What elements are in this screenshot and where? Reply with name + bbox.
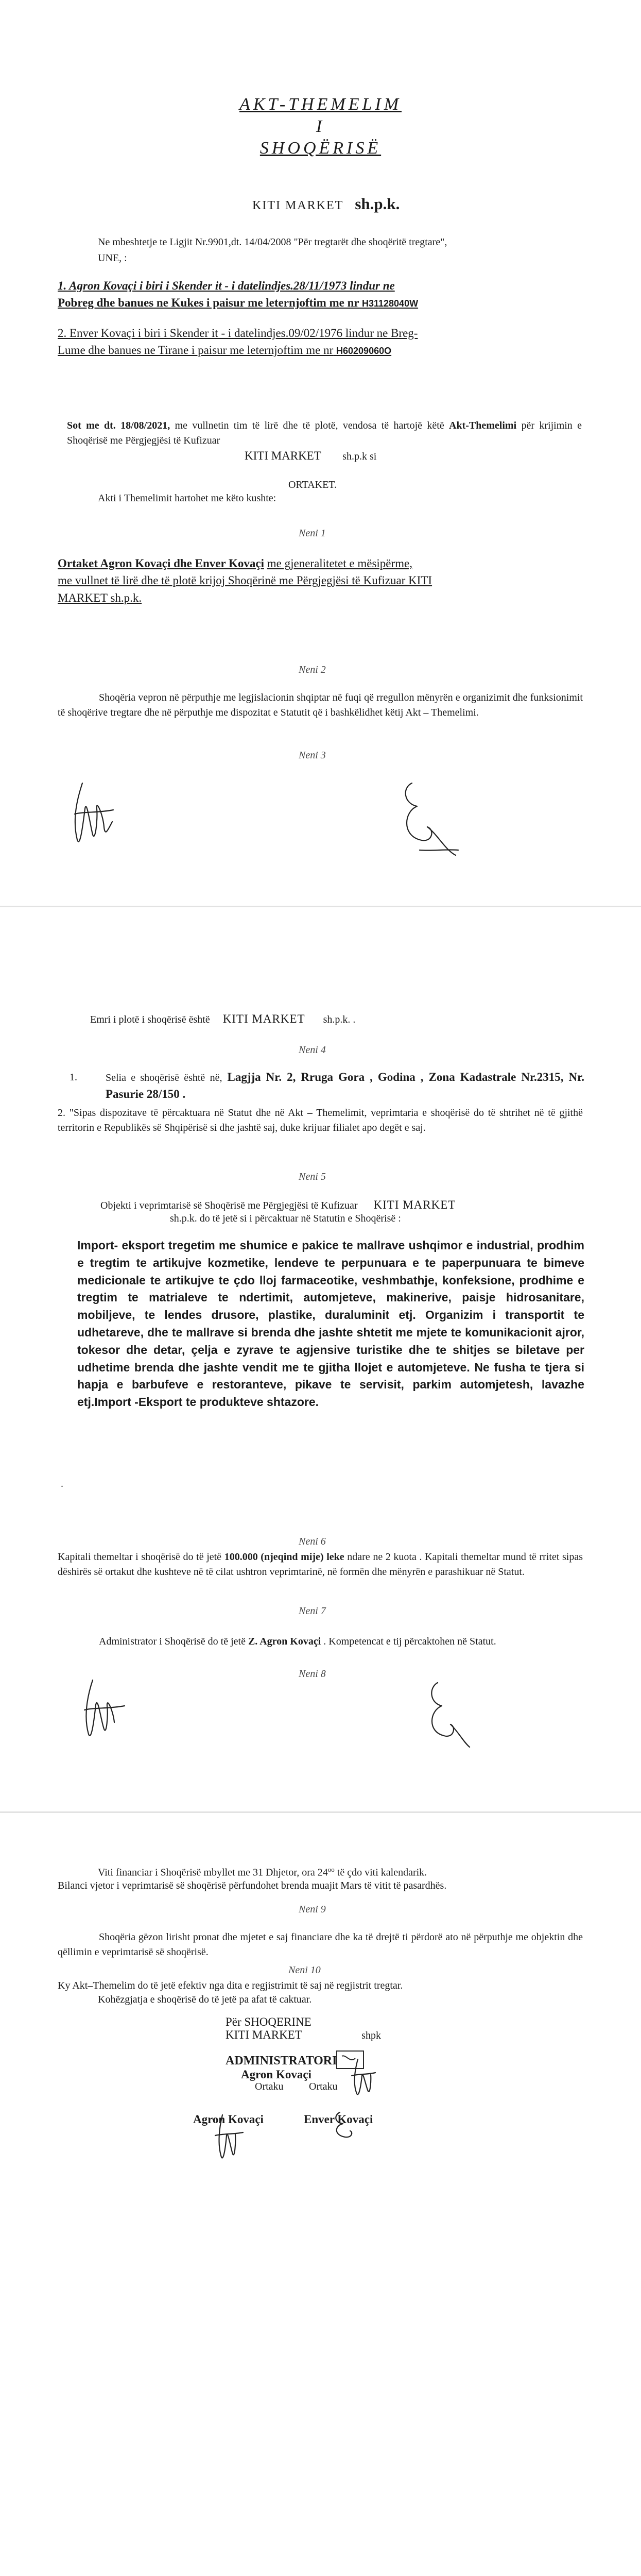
- decision-text: me vullnetin tim të lirë dhe të plotë, vendosa të hartojë këtë: [175, 420, 444, 431]
- partner-2-name: Enver Kovaçi: [304, 2113, 373, 2126]
- page-3: [0, 1813, 641, 2576]
- administrator-label: ADMINISTRATORI: [226, 2054, 337, 2067]
- signature-agron-2-icon: [77, 1675, 134, 1747]
- branches-text: 2. "Sipas dispozitave të përcaktuara në Statut dhe në Akt – Themelimit, veprimtaria e shoqërisë do të shtrihet në të gjithë territorin e Republikës së Shqipërisë si dhe jashtë saj, duke krijuar filialet apo degët e saj.: [58, 1107, 583, 1133]
- capital-text-b: ndare ne 2 kuota . Kapitali themeltar mund të rritet sipas dëshirës së ortakut dhe kushteve në të cilat ushtron veprimtarinë, në formën dhe mënyrën e parashikuar në Statut.: [58, 1551, 583, 1578]
- seat-number: 1.: [70, 1072, 77, 1083]
- object-description: Import- eksport tregetim me shumice e pakice te mallrave ushqimor e industrial, prodhim e tregtim te artikujve kozmetike, lendeve te perpunuara e te paperpunuara te bimeve medicionale te artikujve te çdo lloj farmaceotike, veshmbathje, konfeksione, prodhime e tregtim te matrialeve te ndertimit, automjeteve, makinerive, paisje hidrosanitare, mobiljeve, te lendes drusore, plastike, duraluminit etj. Organizim i transportit te udhetareve, dhe te mallrave si brenda dhe jashte shtetit me mjete te komunikacionit ajror, tokesor dhe detar, çelja e zyrave te agjensive turistike dhe te shitjes se biletave per udhetime brenda dhe jashte vendit me te gjitha llojet e automjeteve. Ne fusha te tjera si hapja e barbufeve e restoranteve, pikave te servisit, parkim automjetesh, lavazhe etj.Import -Eksport te produkteve shtazore.: [77, 1239, 584, 1409]
- document-title: [0, 94, 641, 160]
- fullname-line: [90, 1012, 355, 1026]
- signature-partner-1-icon: [211, 2112, 247, 2163]
- une-label: UNE, :: [98, 252, 127, 264]
- neni-3: Neni 3: [299, 750, 326, 761]
- founder-1-id: H31128040W: [361, 298, 419, 309]
- partner-label-1: Ortaku: [255, 2081, 284, 2092]
- founder-1-line-2-text: Pobreg dhe banues ne Kukes i paisur me leternjoftim me nr: [58, 296, 359, 310]
- effect-text: Ky Akt–Themelim do të jetë efektiv nga dita e regjistrimit të saj në regjistrit tregtar.: [58, 1980, 403, 1991]
- admin-text-b: . Kompetencat e tij përcaktohen në Statut.: [323, 1636, 496, 1647]
- founder-1: [58, 277, 583, 312]
- neni-1-line-1: [58, 555, 583, 572]
- stray-dot: .: [61, 1478, 63, 1489]
- page-1: [0, 0, 641, 906]
- founder-2: [58, 325, 588, 359]
- for-company: Për SHOQERINE: [226, 2015, 311, 2028]
- object-label: Objekti i veprimtarisë së Shoqërisë me Përgjegjësi të Kufizuar: [100, 1200, 358, 1211]
- page-2: [0, 907, 641, 1811]
- decision-text-2: për krijimin e Shoqërisë me Përgjegjësi të Kufizuar: [67, 420, 582, 446]
- founder-2-line-2-text: Lume dhe banues ne Tirane i paisur me leternjoftim me nr: [58, 344, 334, 357]
- neni-5: Neni 5: [299, 1171, 326, 1182]
- neni-2: Neni 2: [299, 664, 326, 675]
- object-company: KITI MARKET: [373, 1198, 456, 1211]
- fullname-company: KITI MARKET: [222, 1012, 305, 1025]
- seat-paragraph: [106, 1069, 584, 1103]
- company-heading-name: KITI MARKET: [252, 199, 344, 212]
- legal-basis: Ne mbeshtetje te Ligjit Nr.9901,dt. 14/04/2008 "Për tregtarët dhe shoqëritë tregtare",: [98, 236, 447, 248]
- founder-2-line-1: 2. Enver Kovaçi i biri i Skender it - i datelindjes.09/02/1976 lindur ne Breg-: [58, 327, 418, 340]
- decision-company: [245, 449, 376, 463]
- fiscal-text-b: të çdo viti kalendarik.: [337, 1867, 427, 1878]
- decision-paragraph: [67, 418, 582, 448]
- neni-6: Neni 6: [299, 1536, 326, 1547]
- title-line-1: AKT-THEMELIM: [239, 95, 402, 114]
- sign-company-line: [226, 2028, 442, 2042]
- sign-company: KITI MARKET: [226, 2028, 302, 2041]
- founder-2-line-2: [58, 342, 588, 359]
- decision-date: Sot me dt. 18/08/2021,: [67, 420, 170, 431]
- balance-text: Bilanci vjetor i veprimtarisë së shoqërisë përfundohet brenda muajit Mars të vitit të pasardhës.: [58, 1880, 447, 1891]
- founder-1-line-2: [58, 294, 583, 311]
- fullname-label: Emri i plotë i shoqërisë është: [90, 1014, 210, 1025]
- founder-1-line-1: 1. Agron Kovaçi i biri i Skender it - i datelindjes.28/11/1973 lindur ne: [58, 279, 395, 292]
- signature-enver-2-icon: [422, 1675, 474, 1752]
- neni-1-line-2: me vullnet të lirë dhe të plotë krijoj Shoqërinë me Përgjegjësi të Kufizuar KITI: [58, 574, 432, 587]
- duration-text: Kohëzgjatja e shoqërisë do të jetë pa afat të caktuar.: [98, 1994, 312, 2005]
- neni-7: Neni 7: [299, 1605, 326, 1617]
- partner-1-name: Agron Kovaçi: [193, 2113, 264, 2126]
- object-line-2: sh.p.k. do të jetë si i përcaktuar në Statutin e Shoqërisë :: [170, 1213, 401, 1224]
- admin-text-a: Administrator i Shoqërisë do të jetë: [99, 1636, 246, 1647]
- admin-name: Z. Agron Kovaçi: [248, 1636, 321, 1647]
- neni-1-text: [58, 555, 583, 606]
- founder-2-id: H60209060O: [336, 346, 392, 357]
- ortaket-label: ORTAKET.: [288, 479, 337, 490]
- company-heading: [252, 195, 400, 213]
- neni-2-text: Shoqëria vepron në përputhje me legjislacionin shqiptar në fuqi që rregullon mënyrën e organizimit dhe funksionimit të shoqërive tregtare dhe në përputhje me dispozitat e Statutit që i bashkëlidhet këtij Akt – Themelimi.: [58, 692, 583, 718]
- admin-paragraph: [58, 1634, 583, 1649]
- neni-1: Neni 1: [299, 528, 326, 539]
- decision-company-type: sh.p.k si: [342, 451, 377, 462]
- neni-1-line-1-a: Ortaket Agron Kovaçi dhe Enver Kovaçi: [58, 557, 264, 570]
- fiscal-text-a: Viti financiar i Shoqërisë mbyllet me 31 Dhjetor, ora 24: [98, 1867, 328, 1878]
- signature-agron-icon: [67, 778, 124, 855]
- neni-4: Neni 4: [299, 1044, 326, 1056]
- title-line-2: I: [316, 116, 325, 136]
- title-line-3: SHOQËRISË: [259, 139, 382, 158]
- signature-enver-icon: [396, 773, 463, 860]
- neni-9-text: Shoqëria gëzon lirisht pronat dhe mjetet e saj financiare dhe ka të drejtë ti përdorë ato në përputhje me objektin dhe qëllimin e veprimtarisë së shoqërisë.: [58, 1931, 583, 1958]
- neni-9: Neni 9: [299, 1904, 326, 1915]
- administrator-name: Agron Kovaçi: [241, 2068, 311, 2081]
- neni-1-line-3: MARKET sh.p.k.: [58, 591, 142, 604]
- fiscal-sup: oo: [327, 1866, 335, 1873]
- neni-10: Neni 10: [288, 1964, 321, 1976]
- signature-partner-2-icon: [330, 2109, 366, 2140]
- seat-address: Lagjja Nr. 2, Rruga Gora , Godina , Zona Kadastrale Nr.2315, Nr. Pasurie 28/150 .: [106, 1071, 585, 1101]
- neni-1-line-1-b: me gjeneralitetet e mësipërme,: [267, 557, 413, 570]
- neni-8: Neni 8: [299, 1668, 326, 1680]
- capital-paragraph: [58, 1550, 583, 1580]
- fullname-type: sh.p.k. .: [323, 1014, 356, 1025]
- decision-act: Akt-Themelimi: [449, 420, 517, 431]
- decision-company-name: KITI MARKET: [245, 449, 321, 462]
- partner-label-2: Ortaku: [309, 2081, 338, 2092]
- seat-text: Selia e shoqërisë është në,: [106, 1072, 222, 1083]
- signature-admin-icon: [348, 2055, 378, 2099]
- capital-text-a: Kapitali themeltar i shoqërisë do të jetë: [58, 1551, 222, 1563]
- capital-amount: 100.000 (njeqind mije) leke: [224, 1551, 344, 1563]
- drafted-label: Akti i Themelimit hartohet me këto kushte:: [98, 493, 276, 504]
- sign-type: shpk: [361, 2030, 381, 2041]
- company-heading-type: sh.p.k.: [355, 195, 400, 213]
